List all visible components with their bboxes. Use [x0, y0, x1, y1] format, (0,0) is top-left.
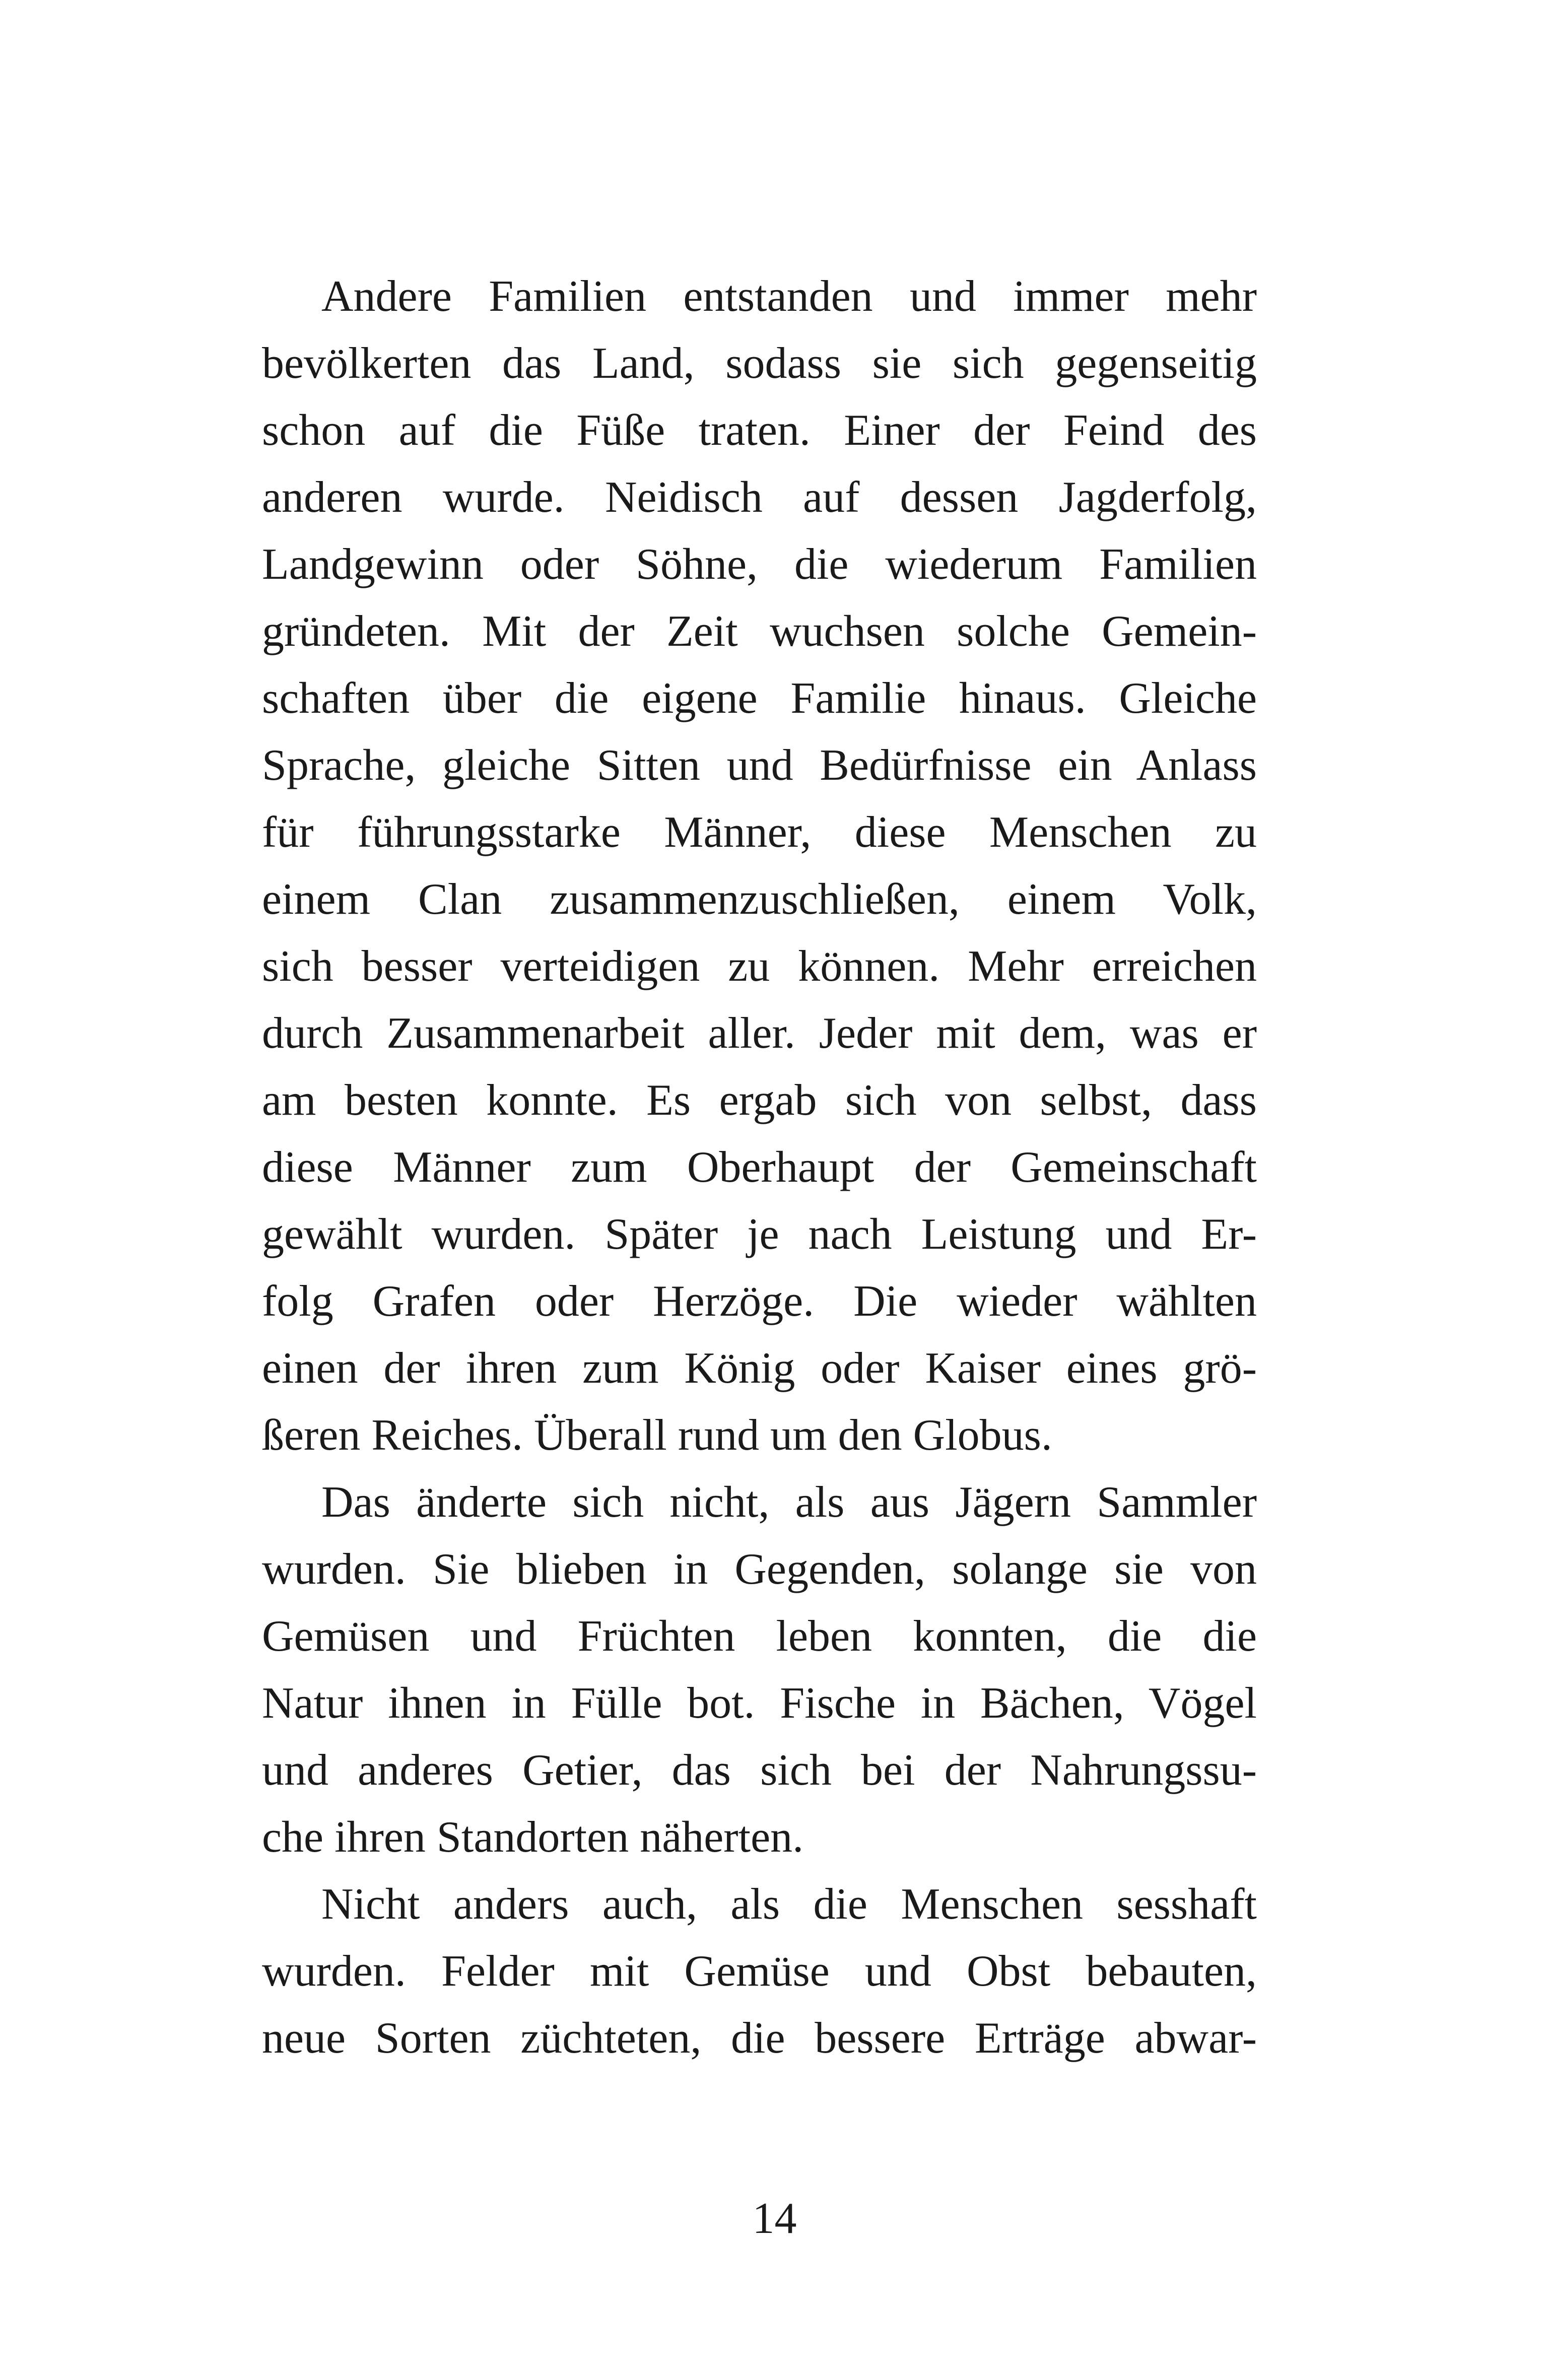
text-line: sich besser verteidigen zu können. Mehr erreichen	[262, 942, 1257, 991]
text-line: Das änderte sich nicht, als aus Jägern Sammler	[321, 1478, 1257, 1527]
text-line: Gemüsen und Früchten leben konnten, die die	[262, 1612, 1257, 1661]
text-line: einem Clan zusammenzuschließen, einem Volk,	[262, 875, 1257, 924]
text-line: Natur ihnen in Fülle bot. Fische in Bächen, Vögel	[262, 1679, 1257, 1728]
text-line: Andere Familien entstanden und immer mehr	[321, 272, 1257, 321]
text-line: einen der ihren zum König oder Kaiser eines grö-	[262, 1344, 1257, 1393]
text-line: wurden. Sie blieben in Gegenden, solange sie von	[262, 1545, 1257, 1594]
text-line: folg Grafen oder Herzöge. Die wieder wählten	[262, 1277, 1257, 1326]
text-line: am besten konnte. Es ergab sich von selbst, dass	[262, 1076, 1257, 1125]
text-line: für führungsstarke Männer, diese Menschen zu	[262, 808, 1257, 857]
text-line: gewählt wurden. Später je nach Leistung und Er-	[262, 1210, 1257, 1259]
text-line: neue Sorten züchteten, die bessere Erträge abwar-	[262, 2014, 1257, 2063]
text-line: che ihren Standorten näherten.	[262, 1813, 804, 1862]
text-line: Landgewinn oder Söhne, die wiederum Familien	[262, 540, 1257, 589]
text-line: Sprache, gleiche Sitten und Bedürfnisse ein Anlass	[262, 741, 1257, 790]
page-number: 14	[752, 2194, 797, 2243]
body-text	[262, 263, 1257, 2072]
text-line: wurden. Felder mit Gemüse und Obst bebauten,	[262, 1947, 1257, 1996]
text-line: schaften über die eigene Familie hinaus. Gleiche	[262, 674, 1257, 723]
text-line: diese Männer zum Oberhaupt der Gemeinschaft	[262, 1143, 1257, 1192]
text-line: bevölkerten das Land, sodass sie sich gegenseitig	[262, 339, 1257, 388]
text-line: durch Zusammenarbeit aller. Jeder mit dem, was er	[262, 1009, 1257, 1058]
text-line: und anderes Getier, das sich bei der Nahrungssu-	[262, 1746, 1257, 1795]
text-line: ßeren Reiches. Überall rund um den Globus.	[262, 1411, 1052, 1460]
text-line: Nicht anders auch, als die Menschen sesshaft	[321, 1880, 1257, 1929]
text-line: gründeten. Mit der Zeit wuchsen solche Gemein-	[262, 607, 1257, 656]
text-line: schon auf die Füße traten. Einer der Feind des	[262, 406, 1257, 455]
text-line: anderen wurde. Neidisch auf dessen Jagderfolg,	[262, 473, 1257, 522]
